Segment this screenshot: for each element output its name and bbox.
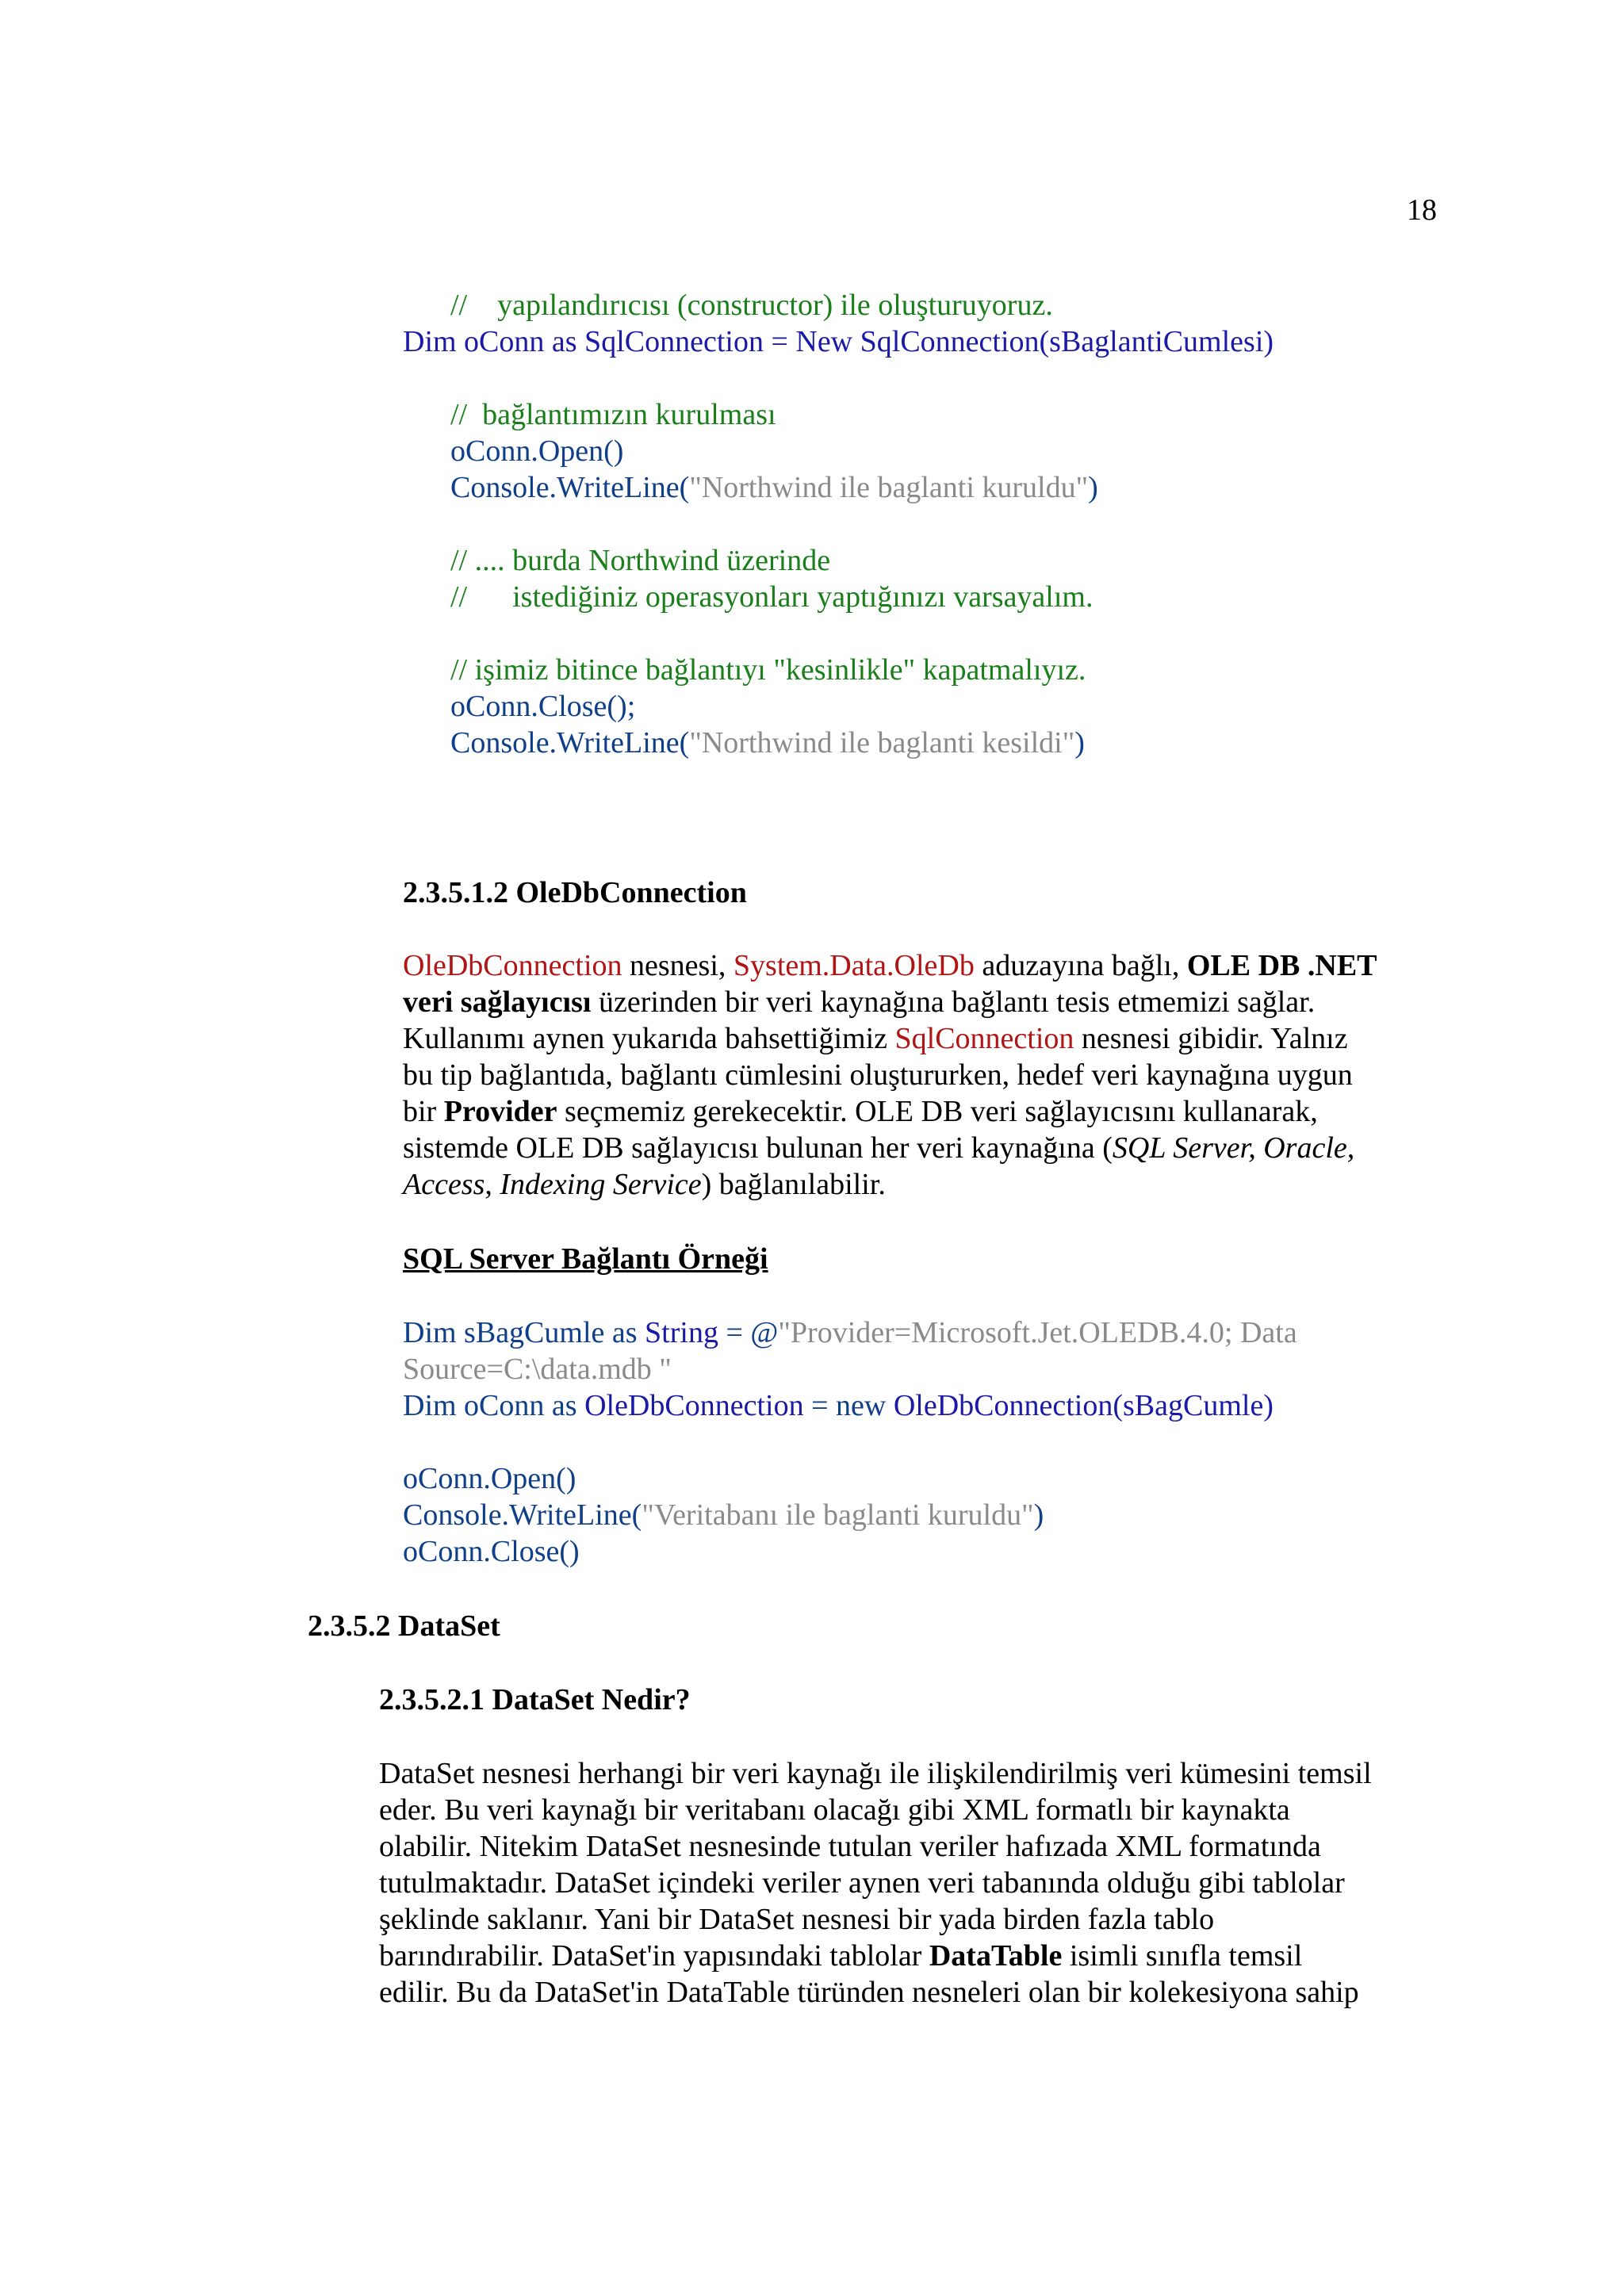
- text-span: Kullanımı aynen yukarıda bahsettiğimiz: [403, 1022, 895, 1055]
- paragraph-line: [379, 1938, 1302, 1974]
- code-line: oConn.Open(): [450, 434, 624, 468]
- code-line: [403, 1497, 1044, 1533]
- code-token: Console.WriteLine(: [403, 1498, 642, 1532]
- paragraph-line: bu tip bağlantıda, bağlantı cümlesini oluştururken, hedef veri kaynağına uygun: [403, 1058, 1353, 1092]
- paragraph-line: [403, 984, 1315, 1020]
- code-string: "Northwind ile baglanti kuruldu": [689, 471, 1089, 504]
- text-span: nesnesi,: [622, 949, 733, 982]
- paragraph-line: şeklinde saklanır. Yani bir DataSet nesnesi bir yada birden fazla tablo: [379, 1903, 1215, 1936]
- text-span: sistemde OLE DB sağlayıcısı bulunan her veri kaynağına (: [403, 1131, 1113, 1165]
- paragraph-line: edilir. Bu da DataSet'in DataTable türünden nesneleri olan bir kolekesiyona sahip: [379, 1976, 1359, 2009]
- text-span: isimli sınıfla temsil: [1062, 1939, 1303, 1973]
- code-comment-line: // yapılandırıcısı (constructor) ile oluşturuyoruz.: [450, 289, 1053, 322]
- code-token: Console.WriteLine(: [450, 471, 690, 504]
- code-token: Console.WriteLine(: [450, 726, 690, 760]
- paragraph-line: eder. Bu veri kaynağı bir veritabanı olacağı gibi XML formatlı bir kaynakta: [379, 1793, 1290, 1827]
- italic-term: Access, Indexing Service: [403, 1168, 702, 1201]
- bold-term: OLE DB .NET: [1186, 949, 1377, 982]
- code-token: ): [1088, 471, 1098, 504]
- paragraph-line: DataSet nesnesi herhangi bir veri kaynağı ile ilişkilendirilmiş veri kümesini temsil: [379, 1757, 1372, 1790]
- paragraph-line: [403, 947, 1377, 984]
- paragraph-line: [403, 1130, 1354, 1166]
- paragraph-line: tutulmaktadır. DataSet içindeki veriler aynen veri tabanında olduğu gibi tablolar: [379, 1866, 1345, 1900]
- bold-term: Provider: [443, 1095, 557, 1128]
- code-line: [450, 725, 1085, 761]
- code-line: oConn.Close(): [403, 1535, 580, 1568]
- code-token: Dim oConn as: [403, 1389, 585, 1422]
- text-span: seçmemiz gerekecektir. OLE DB veri sağlayıcısını kullanarak,: [557, 1095, 1318, 1128]
- code-line: [450, 469, 1098, 506]
- text-span: ) bağlanılabilir.: [701, 1168, 886, 1201]
- code-comment-line: // .... burda Northwind üzerinde: [450, 544, 831, 577]
- text-span: aduzayına bağlı,: [974, 949, 1187, 982]
- paragraph-line: [403, 1093, 1318, 1130]
- subheading-sql-server-example: SQL Server Bağlantı Örneği: [403, 1242, 768, 1276]
- text-span: bir: [403, 1095, 444, 1128]
- code-line: Dim oConn as SqlConnection = New SqlConnection(sBaglantiCumlesi): [403, 325, 1274, 358]
- section-heading-dataset: 2.3.5.2 DataSet: [308, 1609, 500, 1643]
- code-comment-line: // bağlantımızın kurulması: [450, 398, 776, 431]
- code-token: = @: [718, 1316, 779, 1349]
- code-line: [403, 1387, 1274, 1424]
- code-string: "Northwind ile baglanti kesildi": [689, 726, 1075, 760]
- code-line: oConn.Close();: [450, 690, 636, 723]
- code-keyword: String: [645, 1316, 718, 1349]
- code-token: ): [1074, 726, 1085, 760]
- code-keyword: OleDbConnection: [584, 1389, 804, 1422]
- code-token: = new: [803, 1389, 894, 1422]
- class-ref: System.Data.OleDb: [733, 949, 975, 982]
- paragraph-line: olabilir. Nitekim DataSet nesnesinde tutulan veriler hafızada XML formatında: [379, 1830, 1321, 1863]
- code-keyword: OleDbConnection(sBagCumle): [893, 1389, 1274, 1422]
- bold-term: veri sağlayıcısı: [403, 985, 592, 1019]
- code-line: oConn.Open(): [403, 1462, 576, 1495]
- code-string-line: Source=C:\data.mdb ": [403, 1353, 672, 1386]
- text-span: barındırabilir. DataSet'in yapısındaki tablolar: [379, 1939, 929, 1973]
- class-ref: OleDbConnection: [403, 949, 622, 982]
- code-comment-line: // istediğiniz operasyonları yaptığınızı varsayalım.: [450, 580, 1094, 614]
- section-heading-dataset-nedir: 2.3.5.2.1 DataSet Nedir?: [379, 1683, 691, 1716]
- code-token: ): [1033, 1498, 1044, 1532]
- code-string: "Veritabanı ile baglanti kuruldu": [642, 1498, 1034, 1532]
- code-token: Dim sBagCumle as: [403, 1316, 645, 1349]
- code-line: [403, 1314, 1297, 1351]
- class-ref: SqlConnection: [894, 1022, 1074, 1055]
- page-number: 18: [1407, 193, 1437, 227]
- text-span: üzerinden bir veri kaynağına bağlantı tesis etmemizi sağlar.: [591, 985, 1316, 1019]
- paragraph-line: [403, 1166, 886, 1203]
- italic-term: SQL Server, Oracle,: [1112, 1131, 1355, 1165]
- code-comment-line: // işimiz bitince bağlantıyı "kesinlikle" kapatmalıyız.: [450, 653, 1086, 687]
- bold-term: DataTable: [929, 1939, 1063, 1973]
- code-string: "Provider=Microsoft.Jet.OLEDB.4.0; Data: [778, 1316, 1297, 1349]
- paragraph-line: [403, 1020, 1348, 1057]
- section-heading-oledbconnection: 2.3.5.1.2 OleDbConnection: [403, 876, 747, 909]
- text-span: nesnesi gibidir. Yalnız: [1074, 1022, 1348, 1055]
